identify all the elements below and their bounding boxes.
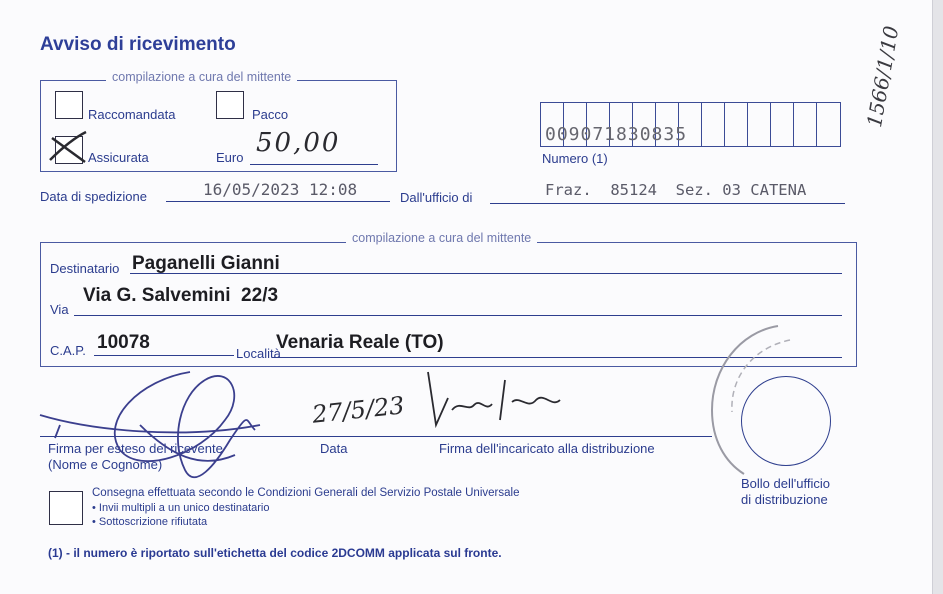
raccomandata-label: Raccomandata (88, 107, 176, 122)
assicurata-check-mark (50, 132, 86, 162)
date-value: 16/05/2023 12:08 (203, 180, 358, 199)
euro-label: Euro (216, 150, 244, 165)
numero-value: 009071830835 (545, 124, 688, 145)
office-stamp-inner-arc (732, 340, 790, 412)
assicurata-label: Assicurata (88, 150, 149, 165)
date-label: Data di spedizione (40, 189, 147, 204)
via-label: Via (50, 302, 69, 317)
incaricato-label: Firma dell'incaricato alla distribuzione (439, 441, 655, 456)
form-title: Avviso di ricevimento (40, 34, 236, 55)
destinatario-value: Paganelli Gianni (132, 253, 280, 274)
consegna-line3: • Sottoscrizione rifiutata (92, 516, 208, 528)
card-edge (932, 0, 943, 594)
destinatario-label: Destinatario (50, 261, 120, 276)
sender-box-legend: compilazione a cura del mittente (106, 70, 297, 84)
via-value: Via G. Salvemini 22/3 (83, 285, 279, 306)
office-label: Dall'ufficio di (400, 190, 473, 205)
localita-label: Località (236, 346, 281, 361)
euro-value: 50,00 (256, 128, 341, 158)
recipient-box-legend: compilazione a cura del mittente (346, 231, 537, 245)
margin-note: 1566/1/10 (862, 23, 904, 130)
bollo-line2: di distribuzione (741, 492, 828, 507)
cap-label: C.A.P. (50, 343, 86, 358)
recipient-signature (40, 372, 260, 477)
numero-label: Numero (1) (542, 151, 608, 166)
office-value: Fraz. 85124 Sez. 03 CATENA (545, 181, 807, 199)
cap-value: 10078 (97, 332, 150, 353)
bollo-line1: Bollo dell'ufficio (741, 476, 830, 491)
firma-label-1: Firma per esteso del ricevente (48, 441, 223, 456)
pacco-label: Pacco (252, 107, 289, 122)
data-label: Data (320, 441, 348, 456)
firma-label-2: (Nome e Cognome) (48, 457, 163, 472)
consegna-line1: Consegna effettuata secondo le Condizioni Generali del Servizio Postale Universale (92, 487, 520, 499)
footnote: (1) - il numero è riportato sull'etichetta del codice 2DCOMM applicata sul fronte. (48, 546, 502, 560)
incaricato-signature (428, 372, 560, 425)
consegna-line2: • Invii multipli a un unico destinatario (92, 502, 270, 514)
handwritten-date: 27/5/23 (310, 391, 406, 429)
localita-value: Venaria Reale (TO) (276, 332, 444, 353)
